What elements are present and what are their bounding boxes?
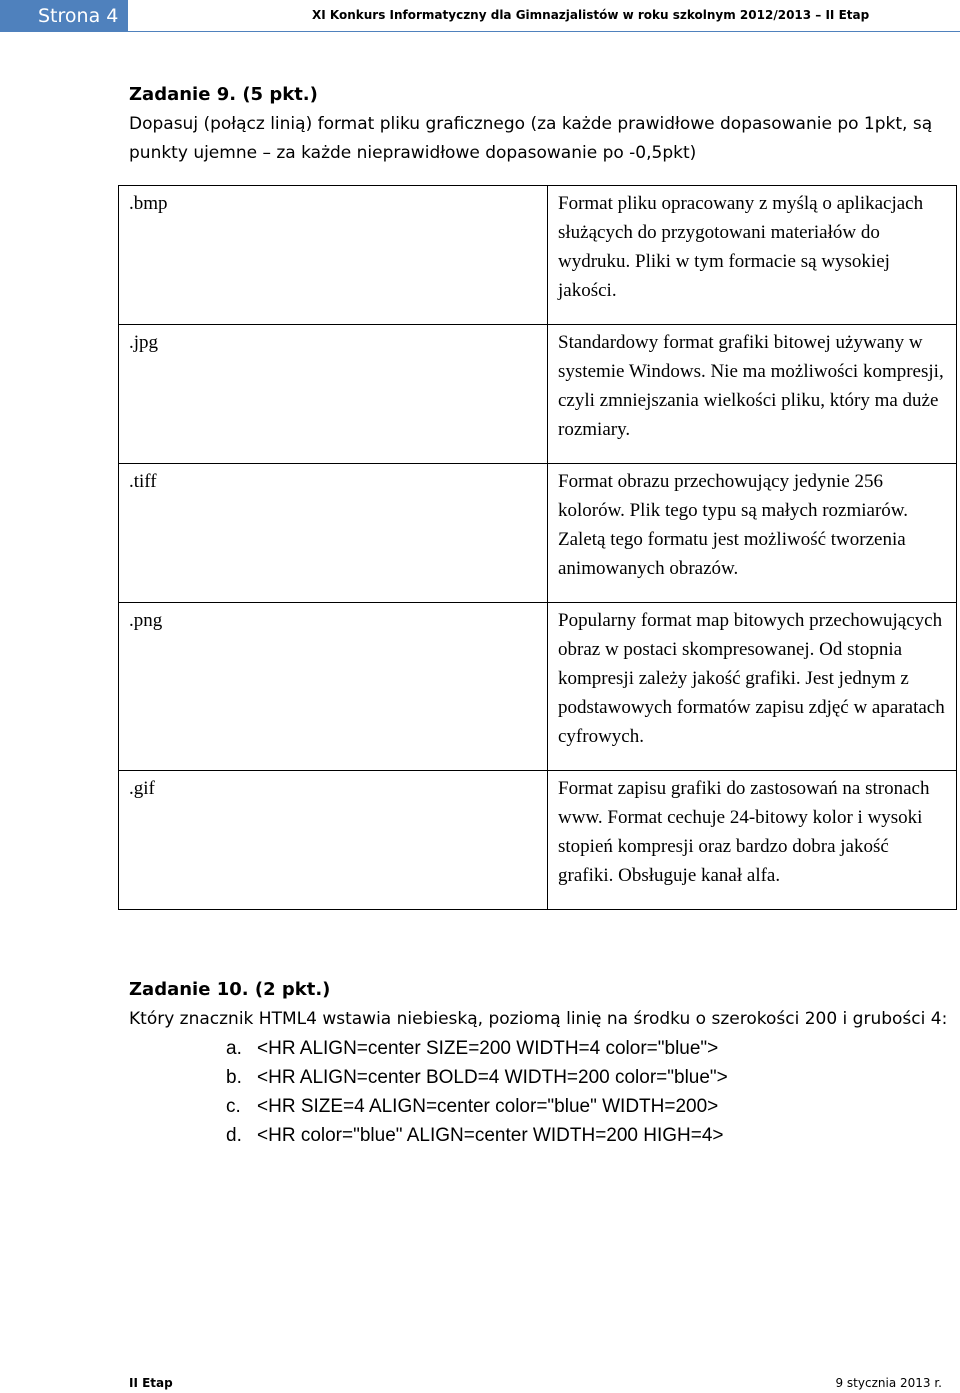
header-rule xyxy=(128,31,960,32)
footer-date: 9 stycznia 2013 r. xyxy=(835,1376,942,1390)
format-cell[interactable]: .bmp xyxy=(129,193,168,214)
footer-stage: II Etap xyxy=(129,1376,173,1390)
answer-options xyxy=(226,1034,728,1150)
answer-option[interactable] xyxy=(226,1121,728,1150)
page-number-badge: Strona 4 xyxy=(0,0,128,32)
option-text: <HR ALIGN=center BOLD=4 WIDTH=200 color="blue"> xyxy=(257,1067,728,1088)
table-row xyxy=(119,771,957,910)
option-text: <HR SIZE=4 ALIGN=center color="blue" WIDTH=200> xyxy=(257,1096,719,1117)
table-row xyxy=(119,325,957,464)
option-text: <HR ALIGN=center SIZE=200 WIDTH=4 color="blue"> xyxy=(257,1038,719,1059)
table-row xyxy=(119,464,957,603)
task9-instruction: Dopasuj (połącz linią) format pliku graficznego (za każde prawidłowe dopasowanie po 1pkt, są punkty ujemne – za każde nieprawidłowe dopasowanie po -0,5pkt) xyxy=(129,114,933,163)
table-row xyxy=(119,603,957,771)
table-row xyxy=(119,186,957,325)
answer-option[interactable] xyxy=(226,1034,728,1063)
task10-question: Który znacznik HTML4 wstawia niebieską, poziomą linię na środku o szerokości 200 i grubości 4: xyxy=(129,1009,948,1029)
format-cell[interactable]: .png xyxy=(129,610,163,631)
description-cell[interactable]: Format zapisu grafiki do zastosowań na stronach www. Format cechuje 24-bitowy kolor i wysoki stopień kompresji oraz bardzo dobra jakość grafiki. Obsługuje kanał alfa. xyxy=(558,778,930,886)
option-letter: d. xyxy=(226,1125,242,1146)
answer-option[interactable] xyxy=(226,1092,728,1121)
answer-option[interactable] xyxy=(226,1063,728,1092)
task10-heading: Zadanie 10. (2 pkt.) xyxy=(129,979,331,1000)
description-cell[interactable]: Format pliku opracowany z myślą o aplikacjach służących do przygotowani materiałów do wydruku. Pliki w tym formacie są wysokiej jakości. xyxy=(558,193,924,301)
format-cell[interactable]: .tiff xyxy=(129,471,157,492)
matching-table xyxy=(118,185,957,910)
task9-heading: Zadanie 9. (5 pkt.) xyxy=(129,84,318,105)
option-letter: a. xyxy=(226,1038,242,1059)
option-text: <HR color="blue" ALIGN=center WIDTH=200 HIGH=4> xyxy=(257,1125,724,1146)
option-letter: b. xyxy=(226,1067,242,1088)
header-title: XI Konkurs Informatyczny dla Gimnazjalistów w roku szkolnym 2012/2013 – II Etap xyxy=(312,8,870,22)
description-cell[interactable]: Standardowy format grafiki bitowej używany w systemie Windows. Nie ma możliwości kompresji, czyli zmniejszania wielkości pliku, który ma duże rozmiary. xyxy=(558,332,944,440)
format-cell[interactable]: .jpg xyxy=(129,332,159,353)
option-letter: c. xyxy=(226,1096,241,1117)
description-cell[interactable]: Format obrazu przechowujący jedynie 256 kolorów. Plik tego typu są małych rozmiarów. Zaletą tego formatu jest możliwość tworzenia animowanych obrazów. xyxy=(558,471,909,579)
format-cell[interactable]: .gif xyxy=(129,778,155,799)
description-cell[interactable]: Popularny format map bitowych przechowujących obraz w postaci skompresowanej. Od stopnia kompresji zależy jakość grafiki. Jest jednym z podstawowych formatów zapisu zdjęć w aparatach cyfrowych. xyxy=(558,610,945,747)
